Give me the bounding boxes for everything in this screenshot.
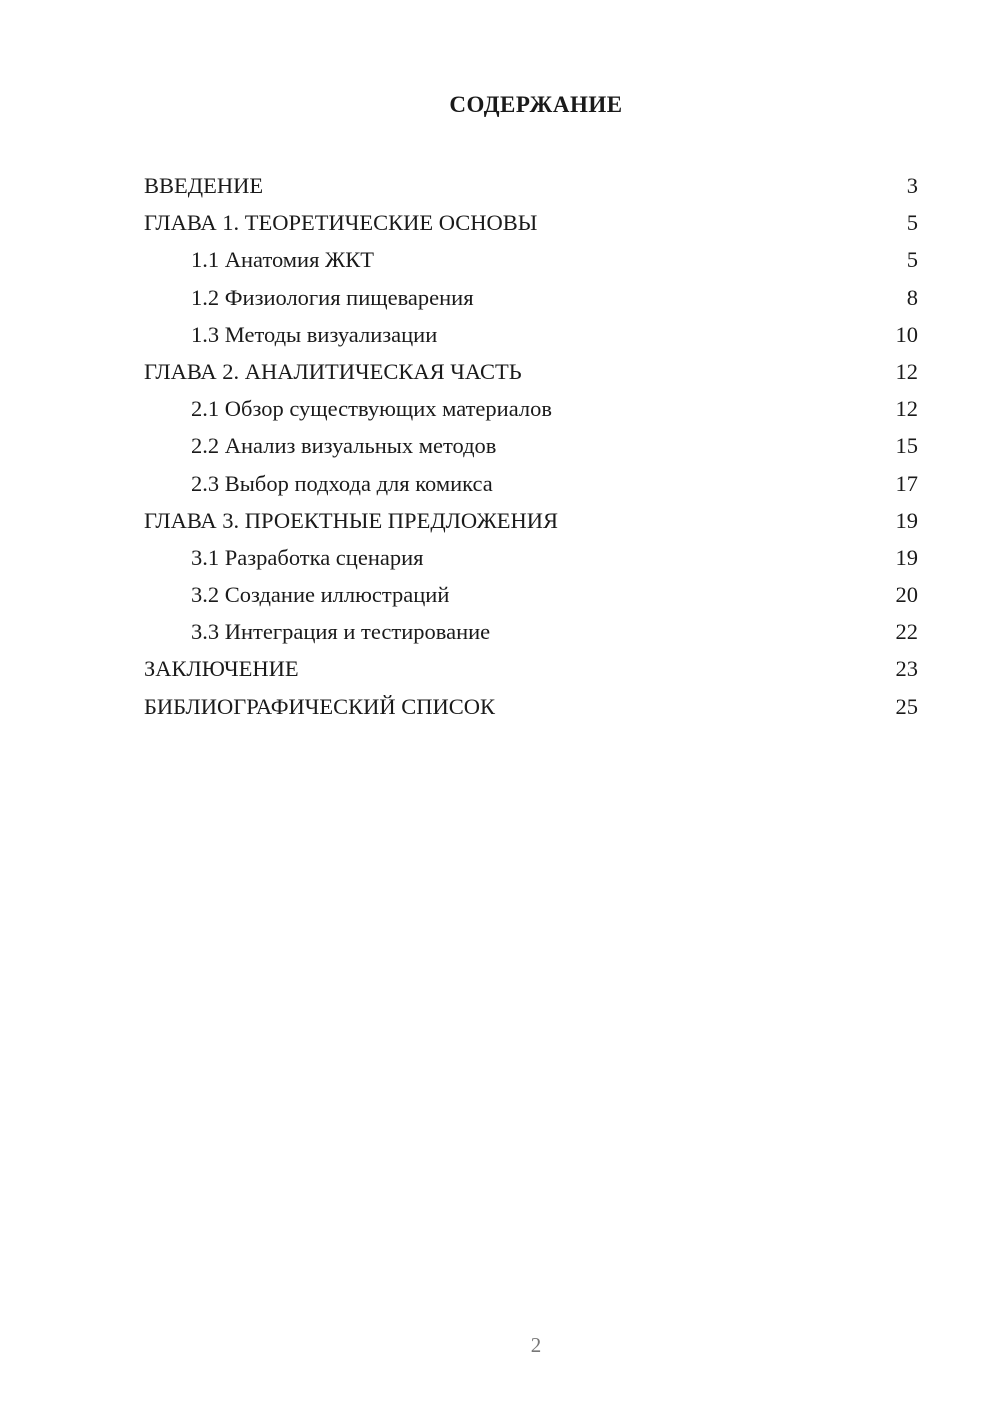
toc-entry-page: 17	[895, 470, 918, 496]
toc-entry-page: 20	[895, 582, 918, 608]
toc-entry-page: 10	[895, 321, 918, 347]
toc-entry-page: 5	[906, 210, 918, 236]
toc-entry-title: 2.2 Анализ визуальных методов	[191, 433, 497, 459]
toc-entry-title: 1.3 Методы визуализации	[191, 321, 438, 347]
toc-subentry[interactable]	[144, 390, 918, 427]
toc-entry-page: 23	[895, 656, 918, 682]
toc-entry-title: ГЛАВА 1. ТЕОРЕТИЧЕСКИЕ ОСНОВЫ	[144, 210, 538, 236]
toc-entry-page: 15	[895, 433, 918, 459]
toc-subentry[interactable]	[144, 427, 918, 464]
toc-entry-title: ВВЕДЕНИЕ	[144, 173, 264, 198]
toc-entry-title: 2.1 Обзор существующих материалов	[191, 396, 552, 422]
toc-entry-page: 19	[895, 544, 918, 570]
toc-subentry[interactable]	[144, 539, 918, 576]
toc-entry-page: 22	[895, 619, 918, 645]
toc-entry[interactable]	[144, 204, 918, 241]
toc-entry-page: 25	[895, 693, 918, 719]
toc-entry[interactable]	[144, 353, 918, 390]
toc-entry-title: 3.2 Создание иллюстраций	[191, 582, 450, 608]
toc-entry-page: 12	[895, 396, 918, 422]
toc-entry-title: ГЛАВА 3. ПРОЕКТНЫЕ ПРЕДЛОЖЕНИЯ	[144, 507, 559, 533]
toc-subentry[interactable]	[144, 241, 918, 278]
table-of-contents	[144, 167, 918, 725]
toc-entry-title: 3.1 Разработка сценария	[191, 544, 424, 570]
toc-entry-page: 12	[895, 358, 918, 384]
page-number: 2	[530, 1333, 542, 1357]
toc-entry[interactable]	[144, 502, 918, 539]
toc-heading: СОДЕРЖАНИЕ	[449, 92, 623, 117]
toc-subentry[interactable]	[144, 613, 918, 650]
toc-entry[interactable]	[144, 688, 918, 725]
toc-entry-title: ГЛАВА 2. АНАЛИТИЧЕСКАЯ ЧАСТЬ	[144, 358, 522, 384]
toc-entry-title: БИБЛИОГРАФИЧЕСКИЙ СПИСОК	[144, 693, 496, 719]
toc-entry-title: 1.1 Анатомия ЖКТ	[191, 247, 374, 273]
toc-subentry[interactable]	[144, 465, 918, 502]
toc-subentry[interactable]	[144, 316, 918, 353]
toc-entry-page: 3	[906, 173, 918, 198]
toc-entry-page: 19	[895, 507, 918, 533]
toc-entry[interactable]	[144, 650, 918, 687]
toc-entry-title: 3.3 Интеграция и тестирование	[191, 619, 491, 645]
toc-entry-title: 1.2 Физиология пищеварения	[191, 284, 474, 310]
toc-subentry[interactable]	[144, 279, 918, 316]
toc-entry-title: ЗАКЛЮЧЕНИЕ	[144, 656, 299, 682]
toc-subentry[interactable]	[144, 576, 918, 613]
toc-entry-page: 5	[906, 247, 918, 273]
toc-entry[interactable]	[144, 167, 918, 204]
toc-entry-title: 2.3 Выбор подхода для комикса	[191, 470, 493, 496]
toc-entry-page: 8	[906, 284, 918, 310]
